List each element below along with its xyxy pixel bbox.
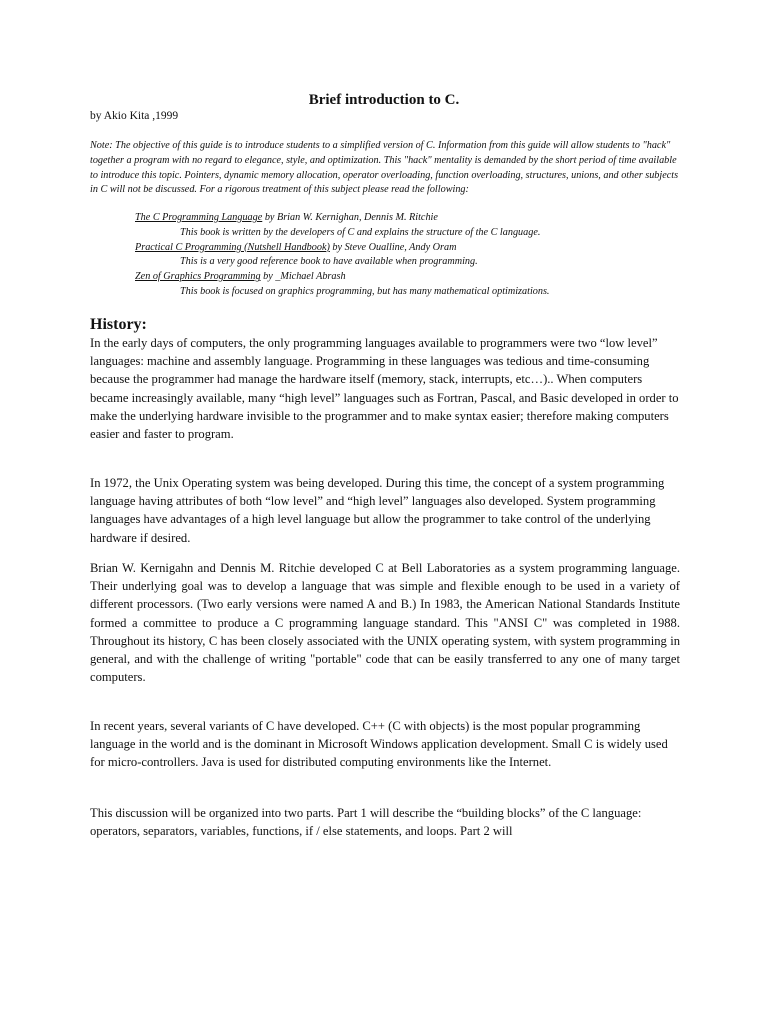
history-paragraph: In recent years, several variants of C have developed. C++ (C with objects) is the most popular programming language in the world and is the dominant in Microsoft Windows application development. Small C is widely used for micro-controllers. Java is used for distributed computing environments like the Internet. bbox=[90, 719, 668, 770]
document-title: Brief introduction to C. bbox=[308, 92, 460, 108]
history-paragraph: In 1972, the Unix Operating system was being developed. During this time, the concept of a system programming language having attributes of both “low level” and “high level” languages also developed. System programming languages have advantages of a high level language but allow the programmer to take control of the underlying hardware if desired. bbox=[90, 476, 665, 545]
reference-authors: by _Michael Abrash bbox=[260, 271, 346, 283]
reference-authors: by Brian W. Kernighan, Dennis M. Ritchie bbox=[262, 212, 438, 223]
reference-title: The C Programming Language bbox=[135, 212, 263, 223]
history-paragraph: Brian W. Kernigahn and Dennis M. Ritchie developed C at Bell Laboratories as a system programming language. Their underlying goal was to develop a language that was simple and flexible enough to be used in a variety of different processors. (Two early versions were named A and B.) In 1983, the American National Standards Institute formed a committee to produce a C programming language standard. This "ANSI C" was completed in 1988. Throughout its history, C has been closely associated with the UNIX operating system, with system programming in general, and with the challenge of writing "portable" code that can be easily transferred to any one of many target computers. bbox=[90, 561, 680, 685]
author-byline: by Akio Kita ,1999 bbox=[90, 110, 179, 122]
reference-description: This is a very good reference book to have available when programming. bbox=[180, 256, 478, 268]
reference-title-line bbox=[135, 270, 690, 285]
reference-title-line bbox=[135, 211, 690, 226]
reference-description: This book is focused on graphics programming, but has many mathematical optimizations. bbox=[180, 285, 550, 297]
reference-title-line bbox=[135, 241, 690, 256]
history-paragraph: This discussion will be organized into two parts. Part 1 will describe the “building blocks” of the C language: operators, separators, variables, functions, if / else statements, and loops. Part 2 will bbox=[90, 806, 642, 839]
reference-list bbox=[90, 211, 690, 300]
note-paragraph: Note: The objective of this guide is to introduce students to a simplified version of C. Information from this guide will allow students to "hack" together a program with no regard to elegance, style, and optimization. This "hack" mentality is demanded by the short period of time available to introduce this topic. Pointers, dynamic memory allocation, operator overloading, function overloading, structures, unions, and other subjects in C will not be discussed. For a rigorous treatment of this subject please read the following: bbox=[90, 140, 679, 196]
reference-title: Practical C Programming (Nutshell Handbook) bbox=[135, 241, 330, 253]
history-heading: History: bbox=[90, 316, 147, 333]
reference-title: Zen of Graphics Programming bbox=[135, 271, 261, 283]
history-paragraph: In the early days of computers, the only programming languages available to programmers were two “low level” languages: machine and assembly language. Programming in these languages was tedious and time-consuming because the programmer had manage the hardware itself (memory, stack, interrupts, etc…).. When computers became increasingly available, many “high level” languages such as Fortran, Pascal, and Basic developed in order to make the underlying hardware invisible to the programmer and to make syntax easier; therefore making computers easier and faster to program. bbox=[90, 336, 679, 442]
reference-authors: by Steve Oualline, Andy Oram bbox=[329, 241, 457, 253]
reference-description: This book is written by the developers of C and explains the structure of the C language. bbox=[180, 226, 541, 238]
